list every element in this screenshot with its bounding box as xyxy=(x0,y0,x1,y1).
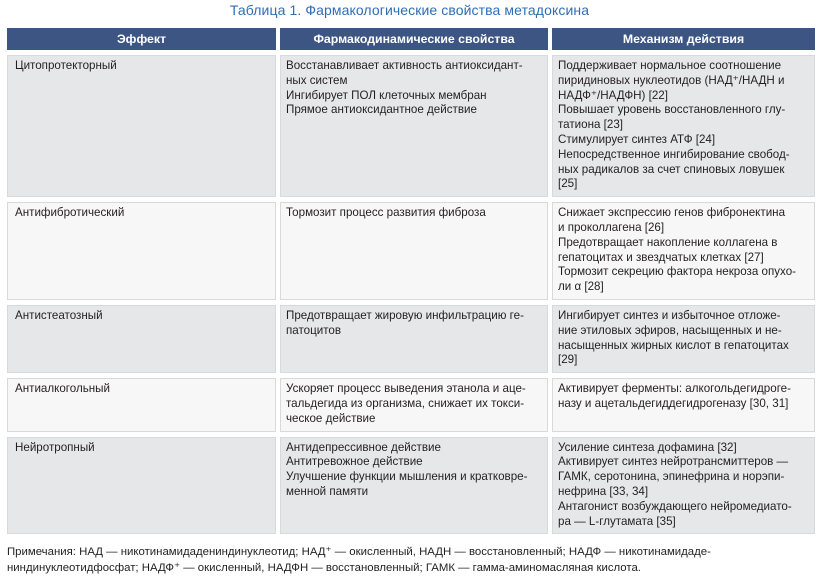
mechanism-line: Ингибирует синтез и избыточное отложе- xyxy=(558,308,781,322)
mechanism-line: ГАМК, серотонина, эпинефрина и норэпи- xyxy=(558,470,785,484)
header-mechanism: Механизм действия xyxy=(548,28,815,50)
mechanism-line: пиридиновых нуклеотидов (НАД⁺/НАДН и xyxy=(558,73,785,87)
mechanism-line: Тормозит секрецию фактора некроза опухо- xyxy=(558,265,797,279)
mechanism-line: гепатоцитах и звездчатых клетках [27] xyxy=(558,250,764,264)
table-header-row xyxy=(7,28,815,50)
table-row xyxy=(7,432,815,535)
mechanism-line: Активирует ферменты: алкогольдегидроге- xyxy=(558,382,791,396)
mechanism-line: Антагонист возбуждающего нейромедиато- xyxy=(558,499,792,513)
mechanism-line: и проколлагена [26] xyxy=(558,220,665,234)
mechanism-line: нефрина [33, 34] xyxy=(558,484,649,498)
mechanism-line: [25] xyxy=(558,177,578,191)
mechanism-line: Повышает уровень восстановленного глу- xyxy=(558,103,786,117)
mechanism-line: татиона [23] xyxy=(558,118,624,132)
mechanism-cell xyxy=(548,300,815,373)
mechanism-line: Поддерживает нормальное соотношение xyxy=(558,59,782,72)
pharmacodynamics-line: Тормозит процесс развития фиброза xyxy=(286,206,486,220)
mechanism-cell xyxy=(548,432,815,535)
effect-cell: Нейротропный xyxy=(7,432,276,535)
pharmacodynamics-line: ных систем xyxy=(286,73,348,87)
pharmacodynamics-line: Предотвращает жировую инфильтрацию ге- xyxy=(286,308,524,322)
pharmacodynamics-line: Антидепрессивное действие xyxy=(286,440,441,454)
mechanism-line: ние этиловых эфиров, насыщенных и не- xyxy=(558,323,782,337)
pharmacodynamics-line: Антитревожное действие xyxy=(286,455,423,469)
mechanism-line: Снижает экспрессию генов фибронектина xyxy=(558,206,786,220)
pharmacodynamics-cell xyxy=(276,50,548,197)
effect-cell: Цитопротекторный xyxy=(7,50,276,197)
mechanism-line: Активирует синтез нейротрансмиттеров — xyxy=(558,455,789,469)
header-effect: Эффект xyxy=(7,28,276,50)
pharmacodynamics-line: Восстанавливает активность антиоксидант- xyxy=(286,59,523,72)
pharmacodynamics-line: тальдегида из организма, снижает их токси- xyxy=(286,396,525,410)
effect-cell: Антистеатозный xyxy=(7,300,276,373)
mechanism-cell xyxy=(548,50,815,197)
table-row xyxy=(7,197,815,300)
mechanism-line: [29] xyxy=(558,353,578,367)
pharmacodynamics-line: ческое действие xyxy=(286,411,376,425)
mechanism-line: Непосредственное ингибирование свобод- xyxy=(558,147,790,161)
table-row xyxy=(7,50,815,197)
mechanism-cell xyxy=(548,373,815,431)
mechanism-line: НАДФ⁺/НАДФН) [22] xyxy=(558,88,668,102)
effect-cell: Антифибротический xyxy=(7,197,276,300)
pharmacodynamics-line: менной памяти xyxy=(286,484,369,498)
table-notes xyxy=(7,545,815,576)
pharmacodynamics-cell xyxy=(276,197,548,300)
pharmacodynamics-line: Улучшение функции мышления и кратковре- xyxy=(286,470,528,484)
mechanism-cell xyxy=(548,197,815,300)
table-caption: Таблица 1. Фармакологические свойства метадоксина xyxy=(229,2,590,18)
mechanism-line: Усиление синтеза дофамина [32] xyxy=(558,440,737,454)
notes-line: Примечания: НАД — никотинамидадениндинуклеотид; НАД⁺ — окисленный, НАДН — восстановленный; НАДФ — никотинамидаде- xyxy=(7,546,711,558)
mechanism-line: ных радикалов за счет спиновых ловушек xyxy=(558,162,785,176)
table-row xyxy=(7,300,815,373)
pharmacodynamics-line: патоцитов xyxy=(286,323,342,337)
mechanism-line: назу и ацетальдегиддегидрогеназу [30, 31] xyxy=(558,396,789,410)
header-pharmacodynamics: Фармакодинамические свойства xyxy=(276,28,548,50)
mechanism-line: ра — L-глутамата [35] xyxy=(558,514,676,528)
pharmacodynamics-cell xyxy=(276,432,548,535)
notes-line: ниндинуклеотидфосфат; НАДФ⁺ — окисленный, НАДФН — восстановленный; ГАМК — гамма-аминомасляная кислота. xyxy=(7,561,641,574)
pharmacology-table xyxy=(7,28,815,534)
mechanism-line: Стимулирует синтез АТФ [24] xyxy=(558,132,716,146)
mechanism-line: Предотвращает накопление коллагена в xyxy=(558,235,778,249)
mechanism-line: насыщенных жирных кислот в гепатоцитах xyxy=(558,338,789,352)
pharmacodynamics-cell xyxy=(276,373,548,431)
pharmacodynamics-line: Прямое антиоксидантное действие xyxy=(286,103,477,117)
effect-cell: Антиалкогольный xyxy=(7,373,276,431)
table-row xyxy=(7,373,815,431)
mechanism-line: ли α [28] xyxy=(558,280,604,294)
pharmacodynamics-line: Ускоряет процесс выведения этанола и аце- xyxy=(286,382,526,396)
pharmacodynamics-cell xyxy=(276,300,548,373)
pharmacodynamics-line: Ингибирует ПОЛ клеточных мембран xyxy=(286,88,487,102)
